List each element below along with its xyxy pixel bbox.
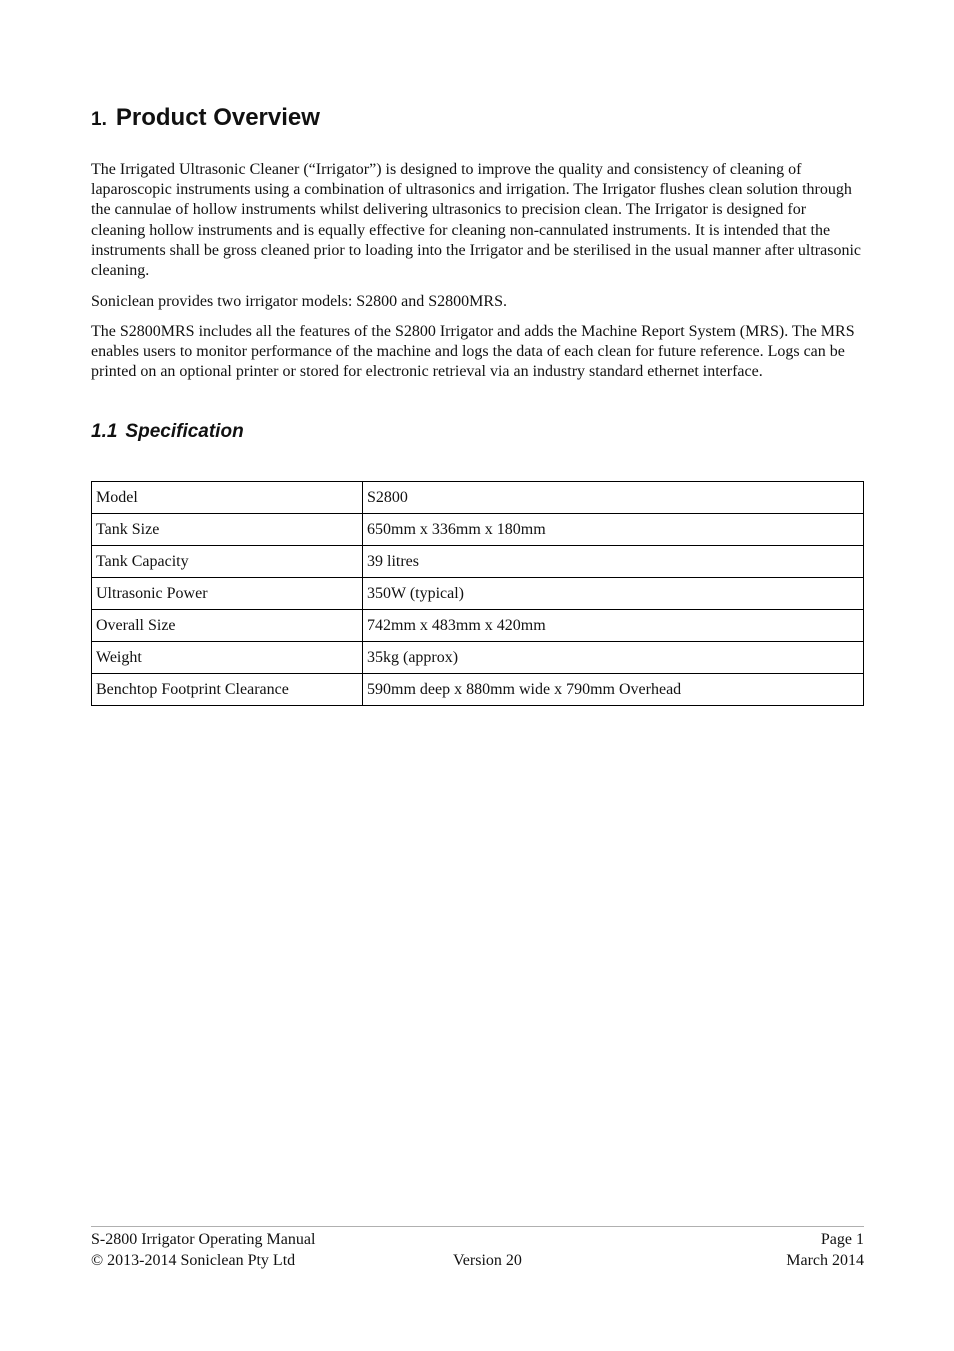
footer-page-number: Page 1 <box>820 1231 864 1248</box>
table-row <box>92 482 864 514</box>
spec-label: Tank Capacity <box>92 546 363 578</box>
footer-copyright: © 2013-2014 Soniclean Pty Ltd <box>91 1252 296 1269</box>
spec-label: Ultrasonic Power <box>92 578 363 610</box>
footer-row <box>91 1229 864 1250</box>
spec-value: S2800 <box>363 482 864 514</box>
section-title: Product Overview <box>115 104 320 131</box>
footer-date: March 2014 <box>786 1252 864 1269</box>
specification-table <box>91 481 864 706</box>
table-row <box>92 642 864 674</box>
subsection-number: 1.1 <box>91 421 118 442</box>
footer-row <box>91 1250 864 1271</box>
table-row <box>92 514 864 546</box>
spec-label: Overall Size <box>92 610 363 642</box>
mrs-paragraph: The S2800MRS includes all the features of the S2800 Irrigator and adds the Machine Report System (MRS). The MRS enables users to monitor performance of the machine and logs the data of each clean for future reference. Logs can be printed on an optional printer or stored for electronic retrieval via an industry standard ethernet interface. <box>91 323 855 381</box>
spec-label: Tank Size <box>92 514 363 546</box>
table-row <box>92 674 864 706</box>
table-row <box>92 610 864 642</box>
models-paragraph: Soniclean provides two irrigator models: S2800 and S2800MRS. <box>91 293 507 310</box>
spec-label: Weight <box>92 642 363 674</box>
table-row <box>92 578 864 610</box>
footer-doc-title: S-2800 Irrigator Operating Manual <box>91 1231 316 1248</box>
spec-value: 35kg (approx) <box>363 642 864 674</box>
spec-value: 742mm x 483mm x 420mm <box>363 610 864 642</box>
spec-value: 39 litres <box>363 546 864 578</box>
intro-paragraph: The Irrigated Ultrasonic Cleaner (“Irrigator”) is designed to improve the quality and consistency of cleaning of laparoscopic instruments using a combination of ultrasonics and irrigation. The Irrigator flushes clean solution through the cannulae of hollow instruments whilst delivering ultrasonics to precision clean. The Irrigator is designed for cleaning hollow instruments and is equally effective for cleaning non-cannulated instruments. It is intended that the instruments shall be gross cleaned prior to loading into the Irrigator and be sterilised in the usual manner after ultrasonic cleaning. <box>91 161 862 280</box>
page-footer <box>91 1226 864 1271</box>
spec-label: Benchtop Footprint Clearance <box>92 674 363 706</box>
footer-version: Version 20 <box>453 1252 522 1269</box>
spec-value: 350W (typical) <box>363 578 864 610</box>
section-heading <box>91 96 320 133</box>
subsection-heading <box>91 421 244 443</box>
section-number: 1. <box>91 109 107 130</box>
spec-value: 650mm x 336mm x 180mm <box>363 514 864 546</box>
spec-value: 590mm deep x 880mm wide x 790mm Overhead <box>363 674 864 706</box>
table-row <box>92 546 864 578</box>
subsection-title: Specification <box>125 421 244 442</box>
spec-label: Model <box>92 482 363 514</box>
